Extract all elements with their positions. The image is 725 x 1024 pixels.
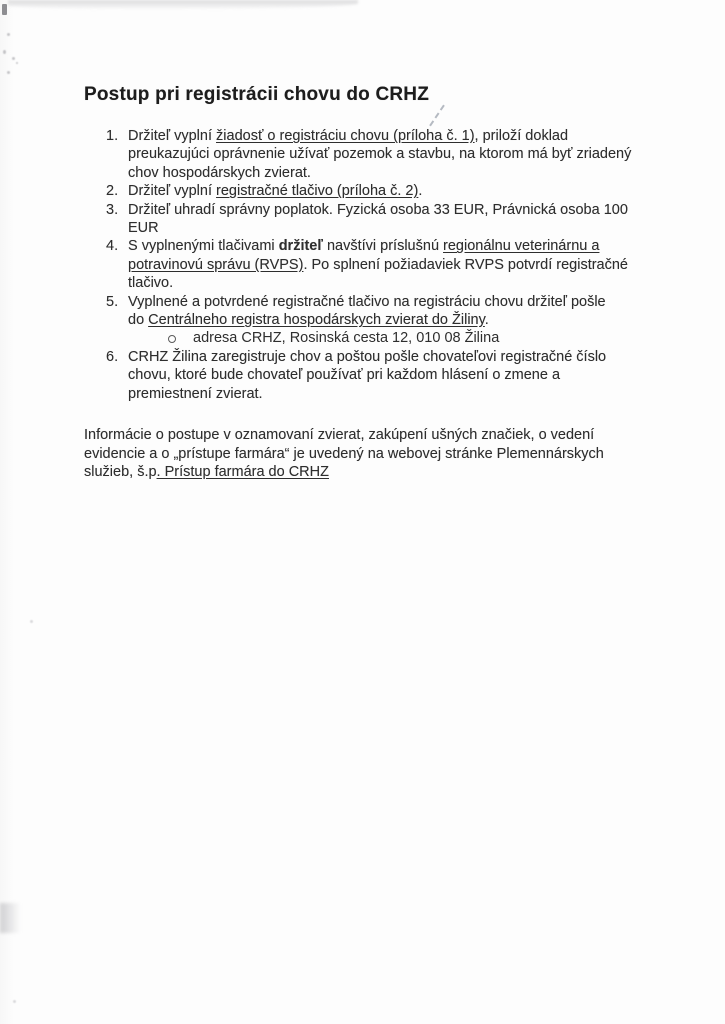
scan-artifact-speck [12,57,15,60]
step-text [128,127,659,182]
list-item-step-3 [84,201,659,238]
text-run: premiestnení zvierat. [128,385,263,402]
text-run: evidencie a o „prístupe farmára“ je uvedený na webovej stránke Plemennárskych [84,445,604,462]
step-body [128,127,659,182]
list-item-step-5 [84,293,659,348]
text-run: chovu, ktoré bude chovateľ používať pri každom hlásení o zmene a [128,367,561,384]
underlined-text: . Prístup farmára do CRHZ [156,463,329,480]
text-run: Vyplnené a potvrdené registračné tlačivo na registráciu chovu držiteľ pošle [128,293,606,310]
list-item-step-1 [84,127,659,182]
step-body [128,348,659,403]
step-number: 5. [106,293,119,310]
step-number: 4. [106,238,119,255]
text-run: , priloží doklad [474,128,569,144]
step-body [128,237,659,292]
step-body [128,293,659,348]
underlined-text: potravinovú správu (RVPS) [128,256,304,273]
list-item-step-4 [84,237,659,292]
step-number: 6. [106,348,119,365]
document-title: Postup pri registrácii chovu do CRHZ [84,84,430,105]
circle-bullet-icon [168,335,176,343]
step-text [128,293,659,330]
text-run: tlačivo. [128,275,174,292]
underlined-text: Centrálneho registra hospodárskych zvierat do Žiliny [148,312,485,329]
scan-artifact-top-smudge [8,0,358,9]
scan-artifact-speck [16,62,18,64]
step-text [128,182,659,200]
text-run: služieb, š.p [84,463,157,480]
underlined-text: regionálnu veterinárnu a [443,238,600,255]
text-run: S vyplnenými tlačivami [128,238,279,255]
list-item-step-6 [84,348,659,403]
text-run: chov hospodárskych zvierat. [128,164,311,181]
step-text [128,348,659,403]
step-text [128,201,659,238]
step-body [128,201,659,238]
underlined-text: registračné tlačivo (príloha č. 2) [216,183,419,200]
step-text [128,237,659,292]
scan-artifact-speck [30,620,33,623]
scan-artifact-speck [7,33,10,36]
footer-paragraph [84,426,659,481]
sub-item-text: adresa CRHZ, Rosinská cesta 12, 010 08 Žilina [193,330,500,347]
scan-artifact-bottom-smudge [0,903,20,933]
text-run: . [484,312,489,329]
bold-text: držiteľ [278,238,323,255]
text-run: do [128,312,149,329]
text-run: Držiteľ vyplní [128,128,217,144]
step-number: 1. [106,128,119,144]
list-item-step-2 [84,182,659,200]
scan-artifact-speck [3,50,6,54]
numbered-steps-list [84,127,659,403]
text-run: navštívi príslušnú [322,238,444,255]
document-content [84,84,659,481]
text-run: Držiteľ vyplní [128,183,217,200]
text-run: . Po splnení požiadaviek RVPS potvrdí registračné [303,256,628,273]
text-run: . [418,183,423,200]
text-run: EUR [128,220,159,237]
scan-artifact-speck [7,71,10,74]
step-number: 2. [106,183,119,200]
text-run: Držiteľ uhradí správny poplatok. Fyzická osoba 33 EUR, Právnická osoba 100 [128,201,628,218]
text-run: CRHZ Žilina zaregistruje chov a poštou pošle chovateľovi registračné číslo [128,348,607,365]
underlined-text: žiadosť o registráciu chovu (príloha č. 1) [216,128,475,144]
scan-artifact-corner-mark [2,4,7,15]
text-run: Informácie o postupe v oznamovaní zvierat, zakúpení ušných značiek, o vedení [84,427,595,444]
text-run: preukazujúci oprávnenie užívať pozemok a stavbu, na ktorom má byť zriadený [128,146,632,163]
step-number: 3. [106,201,119,218]
scan-artifact-speck [13,1000,16,1003]
step-body [128,182,659,200]
sub-list-item [168,329,659,347]
